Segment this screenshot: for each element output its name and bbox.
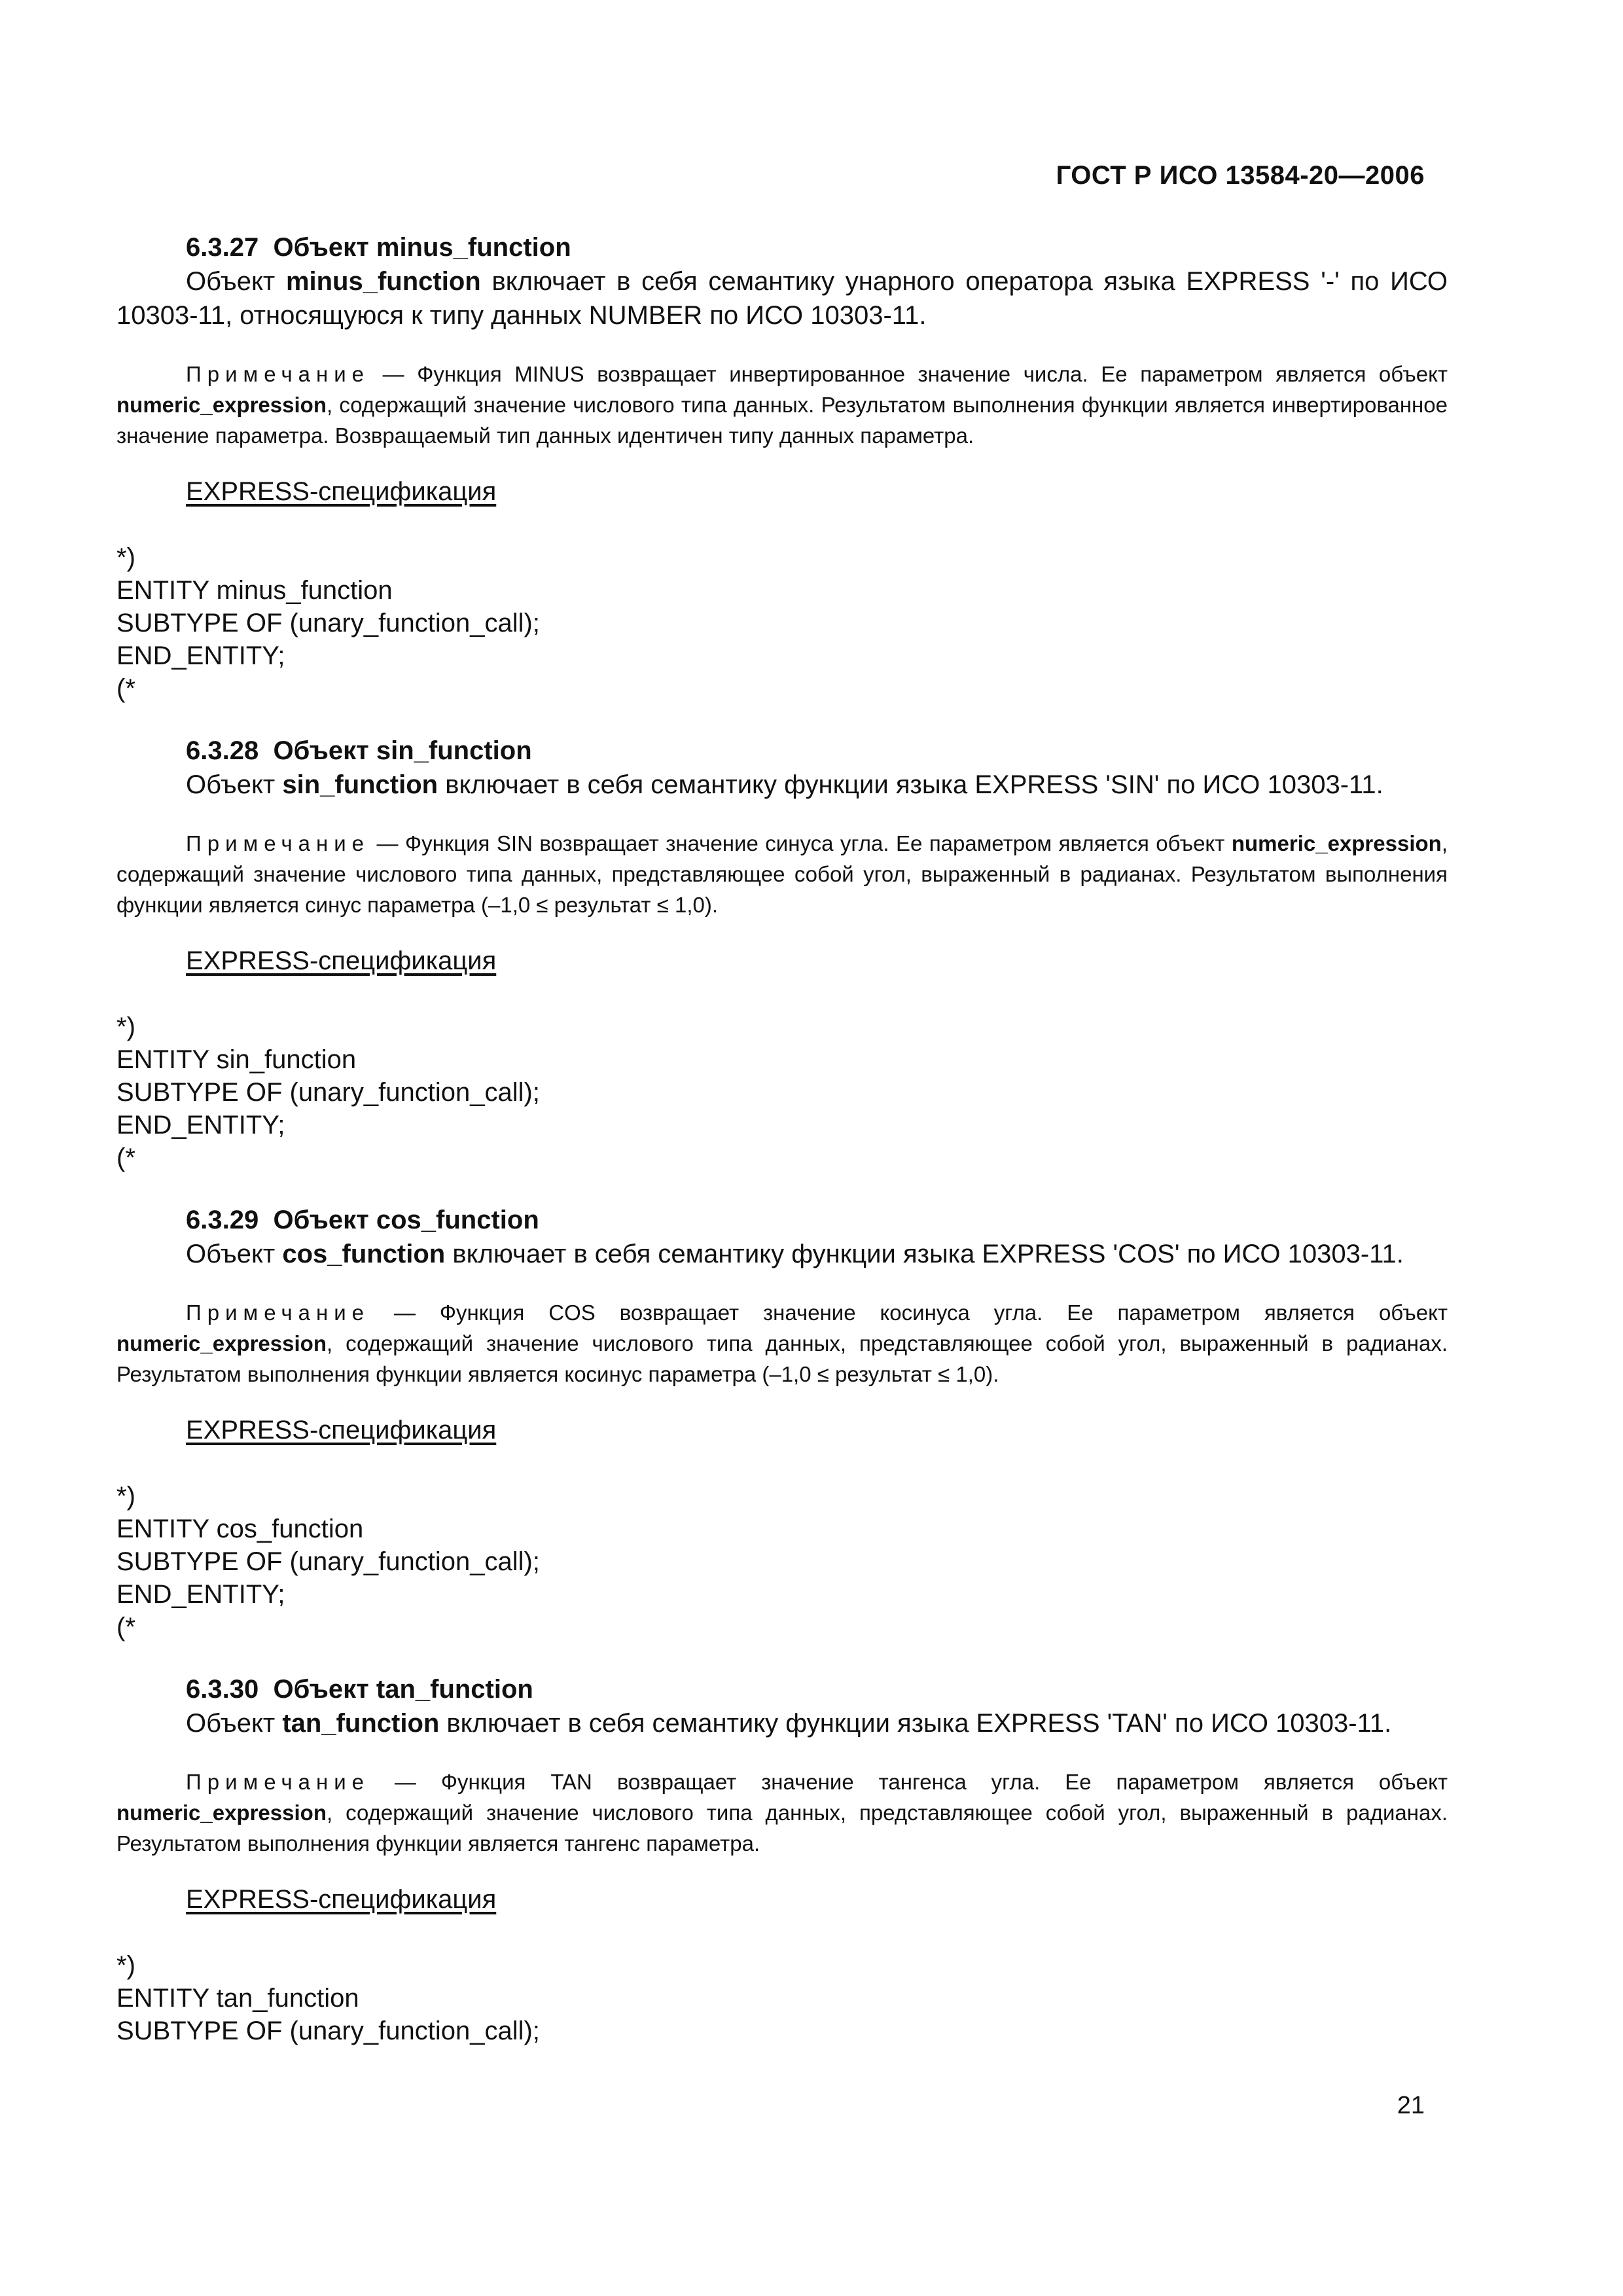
body-text: Объект xyxy=(186,770,283,799)
note-text: , содержащий значение числового типа данных, представляющее собой угол, выраженный в радианах. Результатом выполнения функции является тангенс параметра. xyxy=(116,1801,1448,1856)
note-text: — Функция SIN возвращает значение синуса угла. Ее параметром является объект xyxy=(370,831,1232,855)
note-label: Примечание xyxy=(186,831,370,855)
page-number: 21 xyxy=(1397,2092,1425,2119)
section-number: 6.3.29 xyxy=(186,1206,259,1234)
express-spec-label: EXPRESS-спецификация xyxy=(186,477,497,506)
section-6-3-30 xyxy=(116,1672,1448,2047)
express-spec-label: EXPRESS-спецификация xyxy=(186,946,497,975)
section-title xyxy=(186,734,1448,768)
section-title xyxy=(186,1672,1448,1706)
express-code-block xyxy=(116,1949,1448,2047)
code-line: END_ENTITY; xyxy=(116,1111,285,1139)
express-code-block xyxy=(116,1480,1448,1643)
note xyxy=(116,828,1448,920)
note-entity: numeric_expression xyxy=(116,1331,327,1355)
section-title-text: Объект sin_function xyxy=(273,736,532,765)
code-line: (* xyxy=(116,1143,135,1172)
code-line: *) xyxy=(116,1951,135,1980)
section-body xyxy=(116,768,1448,802)
section-title-text: Объект tan_function xyxy=(273,1675,533,1704)
note-label: Примечание xyxy=(186,1300,370,1325)
section-6-3-29 xyxy=(116,1203,1448,1643)
section-body xyxy=(116,1237,1448,1271)
note-text: — Функция COS возвращает значение косинуса угла. Ее параметром является объект xyxy=(370,1300,1448,1325)
express-spec-label: EXPRESS-спецификация xyxy=(186,1416,497,1444)
code-line: *) xyxy=(116,1482,135,1511)
code-line: *) xyxy=(116,1013,135,1041)
section-body xyxy=(116,1706,1448,1740)
note xyxy=(116,1767,1448,1859)
section-title-text: Объект cos_function xyxy=(273,1206,539,1234)
code-line: SUBTYPE OF (unary_function_call); xyxy=(116,2017,540,2045)
code-line: END_ENTITY; xyxy=(116,1580,285,1609)
body-text: включает в себя семантику унарного оператора языка EXPRESS '-' по ИСО 10303-11, относящуюся к типу данных NUMBER по ИСО 10303-11. xyxy=(116,267,1448,330)
code-line: *) xyxy=(116,543,135,572)
note-text: , содержащий значение числового типа данных, представляющее собой угол, выраженный в радианах. Результатом выполнения функции является синус параметра (–1,0 ≤ результат ≤ 1,0). xyxy=(116,831,1448,917)
entity-name: cos_function xyxy=(282,1240,446,1268)
note-entity: numeric_expression xyxy=(116,1801,327,1825)
section-body xyxy=(116,264,1448,332)
body-text: Объект xyxy=(186,1709,283,1738)
section-number: 6.3.28 xyxy=(186,736,259,765)
code-line: ENTITY minus_function xyxy=(116,576,393,605)
standard-header: ГОСТ Р ИСО 13584-20—2006 xyxy=(1056,161,1425,190)
section-number: 6.3.30 xyxy=(186,1675,259,1704)
code-line: (* xyxy=(116,674,135,703)
express-code-block xyxy=(116,541,1448,705)
entity-name: tan_function xyxy=(282,1709,440,1738)
section-title xyxy=(186,230,1448,264)
note-label: Примечание xyxy=(186,1770,370,1794)
note-label: Примечание xyxy=(186,362,370,386)
body-text: включает в себя семантику функции языка EXPRESS 'TAN' по ИСО 10303-11. xyxy=(439,1709,1392,1738)
code-line: END_ENTITY; xyxy=(116,641,285,670)
code-line: SUBTYPE OF (unary_function_call); xyxy=(116,1547,540,1576)
note-text: — Функция TAN возвращает значение тангенса угла. Ее параметром является объект xyxy=(370,1770,1448,1794)
body-text: включает в себя семантику функции языка EXPRESS 'COS' по ИСО 10303-11. xyxy=(445,1240,1404,1268)
code-line: (* xyxy=(116,1613,135,1641)
code-line: SUBTYPE OF (unary_function_call); xyxy=(116,1078,540,1107)
express-spec-label: EXPRESS-спецификация xyxy=(186,1885,497,1914)
body-text: Объект xyxy=(186,267,286,296)
section-title-text: Объект minus_function xyxy=(273,233,571,262)
entity-name: sin_function xyxy=(282,770,438,799)
entity-name: minus_function xyxy=(285,267,481,296)
section-6-3-27 xyxy=(116,230,1448,705)
code-line: ENTITY sin_function xyxy=(116,1045,357,1074)
body-text: включает в себя семантику функции языка EXPRESS 'SIN' по ИСО 10303-11. xyxy=(438,770,1383,799)
note-entity: numeric_expression xyxy=(1231,831,1442,855)
section-title xyxy=(186,1203,1448,1237)
note-text: , содержащий значение числового типа данных, представляющее собой угол, выраженный в радианах. Результатом выполнения функции является косинус параметра (–1,0 ≤ результат ≤ 1,0). xyxy=(116,1331,1448,1386)
sections-container xyxy=(116,230,1448,2047)
section-6-3-28 xyxy=(116,734,1448,1174)
note-text: , содержащий значение числового типа данных. Результатом выполнения функции является инвертированное значение параметра. Возвращаемый тип данных идентичен типу данных параметра. xyxy=(116,393,1448,448)
code-line: ENTITY cos_function xyxy=(116,1515,364,1543)
body-text: Объект xyxy=(186,1240,283,1268)
note xyxy=(116,359,1448,451)
note-entity: numeric_expression xyxy=(116,393,327,417)
note-text: — Функция MINUS возвращает инвертированное значение числа. Ее параметром является объект xyxy=(370,362,1448,386)
code-line: SUBTYPE OF (unary_function_call); xyxy=(116,609,540,637)
page-content xyxy=(116,230,1448,2076)
express-code-block xyxy=(116,1011,1448,1174)
note xyxy=(116,1297,1448,1390)
section-number: 6.3.27 xyxy=(186,233,259,262)
code-line: ENTITY tan_function xyxy=(116,1984,359,2013)
